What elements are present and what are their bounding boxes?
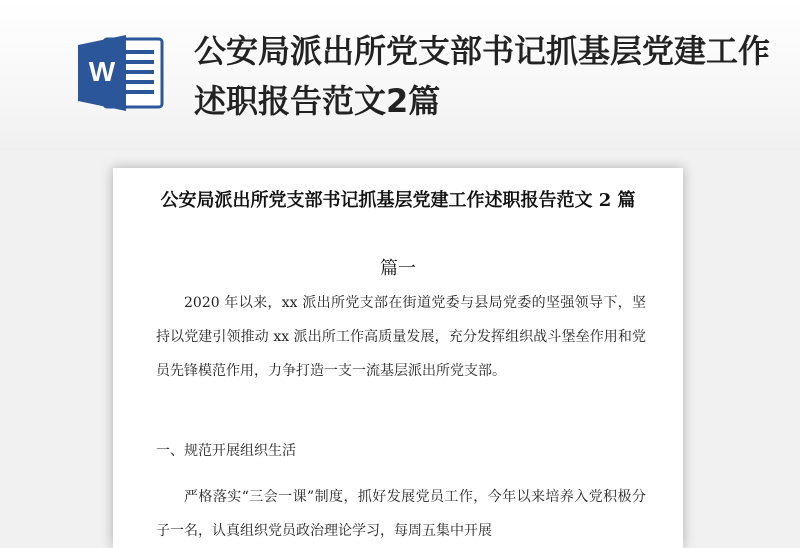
- subheading-1: 一、规范开展组织生活: [156, 443, 296, 459]
- word-document-icon: [76, 33, 166, 113]
- section-heading: 篇一: [380, 258, 416, 279]
- word-icon-letter: W: [88, 56, 116, 87]
- paragraph-2: 严格落实“三会一课”制度，抓好发展党员工作，今年以来培养入党积极分子一名，认真组织党员政治理论学习，每周五集中开展: [156, 489, 646, 539]
- page-title: 公安局派出所党支部书记抓基层党建工作述职报告范文2篇: [194, 32, 771, 120]
- document-title: 公安局派出所党支部书记抓基层党建工作述职报告范文 2 篇: [160, 190, 636, 211]
- document-page: [113, 168, 683, 548]
- paragraph-1: 2020 年以来，xx 派出所党支部在街道党委与县局党委的坚强领导下，坚持以党建引领推动 xx 派出所工作高质量发展，充分发挥组织战斗堡垒作用和党员先锋模范作用，力争打造一支一流基层派出所党支部。: [156, 295, 646, 379]
